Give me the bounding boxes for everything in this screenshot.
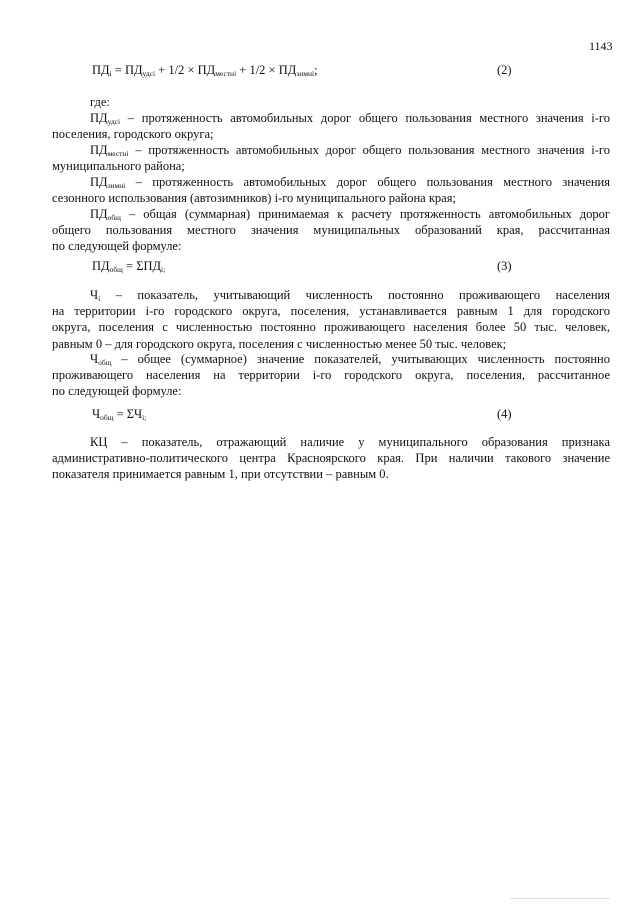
definition-text: административно-политического центра Красноярского края. При наличии такового значение xyxy=(52,451,610,466)
definition-text: показателя принимается равным 1, при отсутствии – равным 0. xyxy=(52,467,389,482)
definition-text: по следующей формуле: xyxy=(52,384,182,399)
formula-operator: = xyxy=(111,63,125,77)
formula-term: ПД xyxy=(124,63,143,77)
definition-pd-zimn xyxy=(52,174,610,206)
formula-4-number: (4) xyxy=(497,407,512,421)
formula-2 xyxy=(92,63,318,78)
definition-pd-mestn xyxy=(52,142,610,174)
formula-subscript: зимнi xyxy=(296,69,315,78)
definition-text: – общее (суммарное) значение показателей, учитывающих численность постоянно xyxy=(111,352,610,366)
formula-term: ПД xyxy=(92,63,110,77)
formula-term: Ч xyxy=(92,407,101,421)
symbol: ПД xyxy=(90,111,108,125)
formula-subscript: i xyxy=(109,69,112,78)
formula-subscript: i; xyxy=(142,413,147,422)
definition-text: – протяженность автомобильных дорог общего пользования местного значения i-го xyxy=(120,111,610,125)
formula-term: = ΣЧ xyxy=(113,407,143,421)
symbol: ПД xyxy=(90,207,108,221)
definition-kc xyxy=(52,434,610,483)
definition-text: равным 0 – для городского округа, поселения с численностью менее 50 тыс. человек; xyxy=(52,336,507,351)
definition-text: – протяженность автомобильных дорог общего пользования местного значения i-го xyxy=(128,143,610,157)
formula-term: ПД xyxy=(92,259,110,273)
definition-text: КЦ – показатель, отражающий наличие у муниципального образования признака xyxy=(90,435,610,449)
definition-text: проживающего населения на территории i-го городского округа, поселения, рассчитанное xyxy=(52,368,610,383)
formula-subscript: удсi xyxy=(142,69,156,78)
formula-subscript: общ xyxy=(100,413,114,422)
definition-ch-obsh xyxy=(52,351,610,400)
formula-term: = ΣПД xyxy=(122,259,162,273)
formula-2-number: (2) xyxy=(497,63,512,77)
definition-text: сезонного использования (автозимников) i-го муниципального района края; xyxy=(52,191,456,206)
formula-operator: ; xyxy=(314,63,318,77)
definition-text: общего пользования местного значения муниципальных образований края, рассчитанная xyxy=(52,223,610,238)
definition-text: по следующей формуле: xyxy=(52,239,182,254)
symbol: Ч xyxy=(90,288,99,302)
symbol-subscript: зимнi xyxy=(107,181,126,190)
formula-4 xyxy=(92,407,146,422)
symbol-subscript: общ xyxy=(98,358,112,367)
formula-subscript: i; xyxy=(161,265,166,274)
definition-pd-obsh xyxy=(52,206,610,255)
formula-term: ПД xyxy=(197,63,216,77)
scan-mark xyxy=(510,898,610,899)
definition-text: на территории i-го городского округа, поселения, устанавливается равным 1 для городского xyxy=(52,304,610,319)
where-label: где: xyxy=(90,95,110,109)
definition-ch-i xyxy=(52,287,610,352)
definition-text: муниципального района; xyxy=(52,159,185,174)
symbol: ПД xyxy=(90,175,108,189)
formula-operator: + 1/2 × xyxy=(236,63,279,77)
formula-subscript: общ xyxy=(109,265,123,274)
definition-pd-uds xyxy=(52,110,610,142)
symbol-subscript: i xyxy=(98,294,101,303)
symbol: ПД xyxy=(90,143,108,157)
formula-3-number: (3) xyxy=(497,259,512,273)
definition-text: – протяженность автомобильных дорог общего пользования местного значения xyxy=(125,175,610,189)
formula-term: ПД xyxy=(278,63,297,77)
symbol-subscript: удсi xyxy=(107,117,121,126)
definition-text: – общая (суммарная) принимаемая к расчету протяженность автомобильных дорог xyxy=(120,207,610,221)
symbol-subscript: общ xyxy=(107,213,121,222)
definition-text: округа, поселения с численностью постоянно проживающего населения более 50 тыс. человек, xyxy=(52,320,610,335)
definition-text: поселения, городского округа; xyxy=(52,127,214,142)
symbol: Ч xyxy=(90,352,99,366)
definition-text: – показатель, учитывающий численность постоянно проживающего населения xyxy=(100,288,610,302)
symbol-subscript: местнi xyxy=(107,149,129,158)
formula-3 xyxy=(92,259,165,274)
formula-subscript: местнi xyxy=(215,69,237,78)
page-number: 1143 xyxy=(589,39,613,53)
formula-operator: + 1/2 × xyxy=(155,63,198,77)
